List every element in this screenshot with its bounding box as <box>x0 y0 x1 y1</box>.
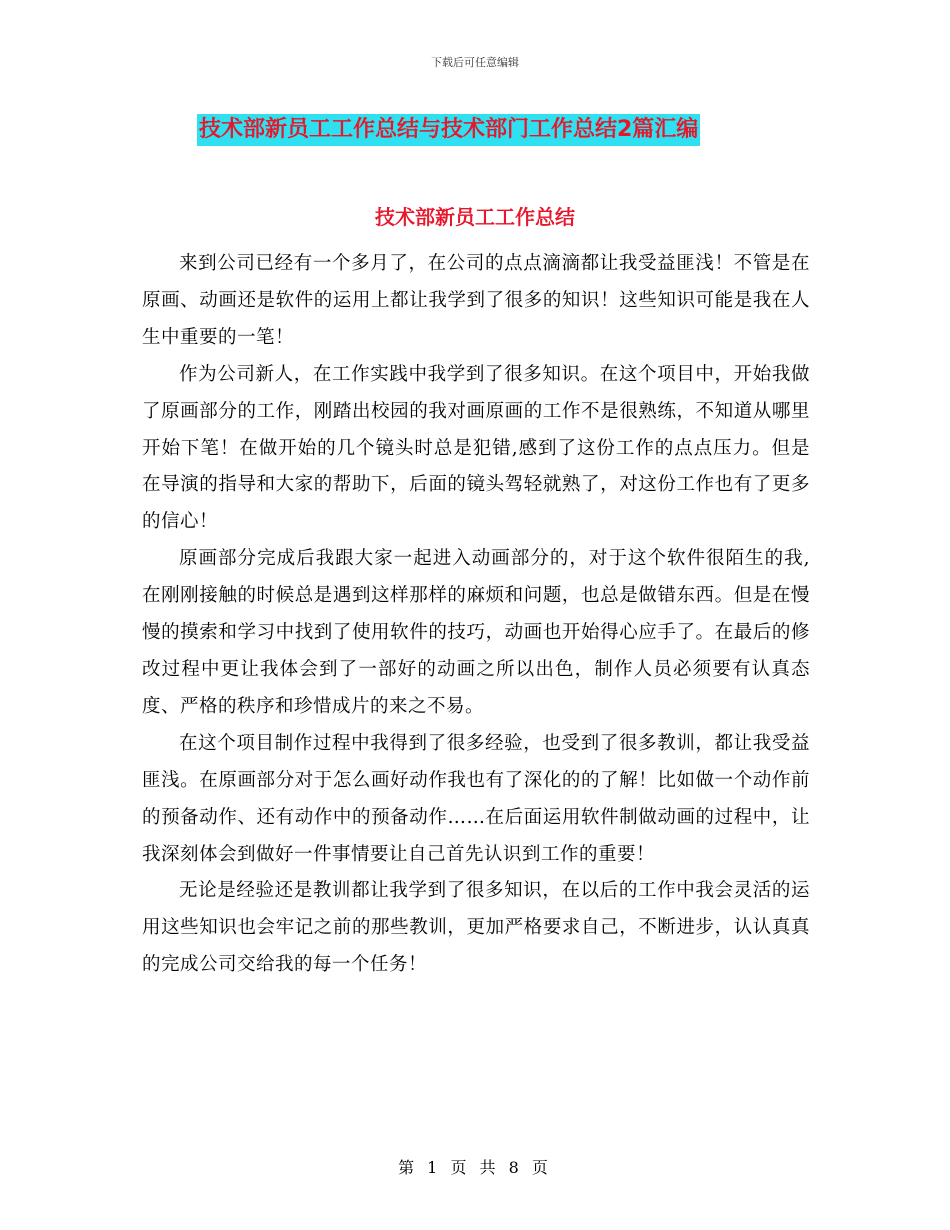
page-number: 第 1 页 共 8 页 <box>398 1158 552 1177</box>
paragraph: 无论是经验还是教训都让我学到了很多知识，在以后的工作中我会灵活的运用这些知识也会牢记之前的那些教训，更加严格要求自己，不断进步，认认真真的完成公司交给我的每一个任务！ <box>142 880 810 976</box>
paragraph: 作为公司新人，在工作实践中我学到了很多知识。在这个项目中，开始我做了原画部分的工作，刚踏出校园的我对画原画的工作不是很熟练，不知道从哪里开始下笔！在做开始的几个镜头时总是犯错,感到了这份工作的点点压力。但是在导演的指导和大家的帮助下，后面的镜头驾轻就熟了，对这份工作也有了更多的信心！ <box>142 363 810 533</box>
paragraph: 原画部分完成后我跟大家一起进入动画部分的，对于这个软件很陌生的我,在刚刚接触的时候总是遇到这样那样的麻烦和问题，也总是做错东西。但是在慢慢的摸索和学习中找到了使用软件的技巧，动画也开始得心应手了。在最后的修改过程中更让我体会到了一部好的动画之所以出色，制作人员必须要有认真态度、严格的秩序和珍惜成片的来之不易。 <box>142 548 810 717</box>
paragraph: 在这个项目制作过程中我得到了很多经验，也受到了很多教训，都让我受益匪浅。在原画部分对于怎么画好动作我也有了深化的的了解！比如做一个动作前的预备动作、还有动作中的预备动作……在后面运用软件制做动画的过程中，让我深刻体会到做好一件事情要让自己首先认识到工作的重要！ <box>142 732 810 865</box>
header-note: 下载后可任意编辑 <box>431 56 519 69</box>
document-title: 技术部新员工工作总结与技术部门工作总结2篇汇编 <box>197 114 700 146</box>
section-title: 技术部新员工工作总结 <box>375 205 575 229</box>
body-text <box>142 246 810 984</box>
paragraph: 来到公司已经有一个多月了，在公司的点点滴滴都让我受益匪浅！不管是在原画、动画还是软件的运用上都让我学到了很多的知识！这些知识可能是我在人生中重要的一笔！ <box>142 253 810 348</box>
